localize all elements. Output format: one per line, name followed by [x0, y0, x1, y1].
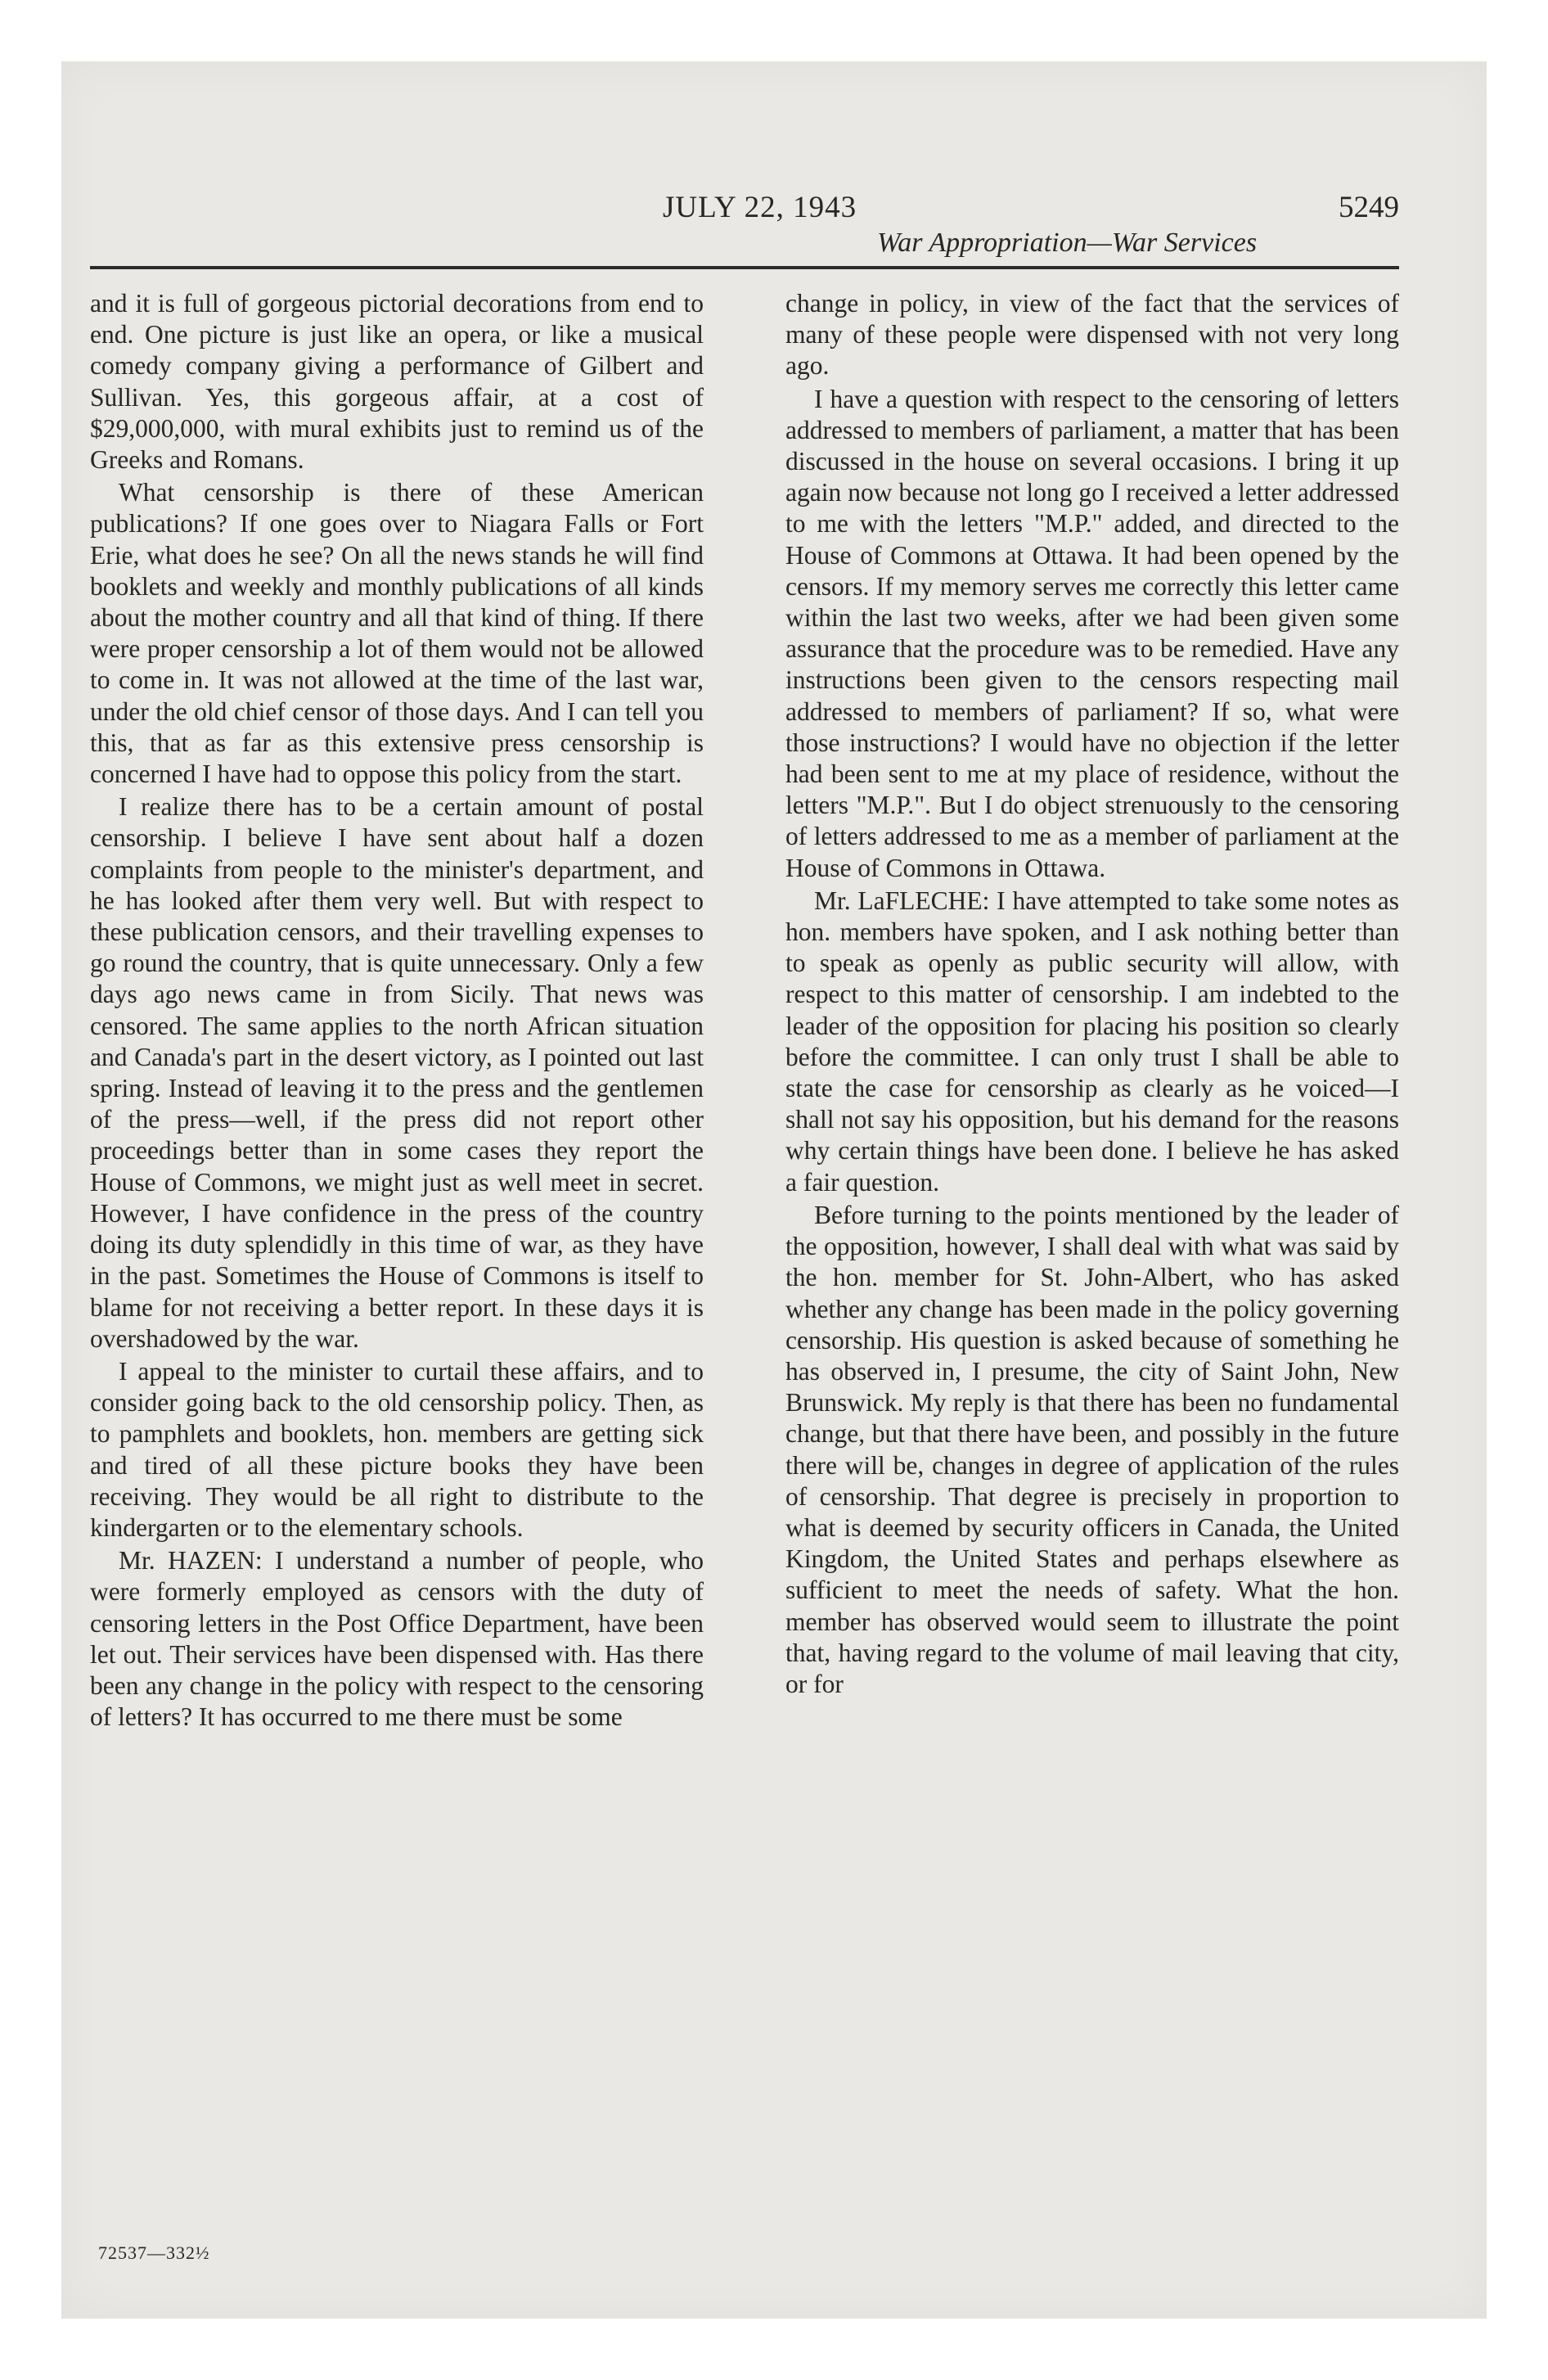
paragraph: I appeal to the minister to curtail these affairs, and to consider going back to the old censorship policy. Then, as to pamphlets and booklets, hon. members are getting sick and tired of all these picture books they have been receiving. They would be all right to distribute to the kindergarten or to the elementary schools.	[90, 1356, 704, 1542]
paragraph: I realize there has to be a certain amount of postal censorship. I believe I have sent about half a dozen complaints from people to the minister's department, and he has looked after them very well. But with respect to these publication censors, and their travelling expenses to go round the country, that is quite unnecessary. Only a few days ago news came in from Sicily. That news was censored. The same applies to the north African situation and Canada's part in the desert victory, as I pointed out last spring. Instead of leaving it to the press and the gentlemen of the press—well, if the press did not report other proceedings better than in some cases they report the House of Commons, we might just as well meet in secret. However, I have confidence in the press of the country doing its duty splendidly in this time of war, as they have in the past. Sometimes the House of Commons is itself to blame for not receiving a better report. In these days it is overshadowed by the war.	[90, 792, 704, 1353]
header-date: JULY 22, 1943	[663, 191, 857, 224]
hansard-page	[90, 147, 1399, 2275]
running-header	[90, 178, 1399, 258]
footer-print-code: 72537—332½	[98, 2243, 210, 2263]
left-column	[90, 288, 704, 1734]
header-subject: War Appropriation—War Services	[877, 228, 1258, 258]
paragraph: Mr. HAZEN: I understand a number of people, who were formerly employed as censors with the duty of censoring letters in the Post Office Department, have been let out. Their services have been dispensed with. Has there been any change in the policy with respect to the censoring of letters? It has occurred to me there must be some	[90, 1546, 704, 1732]
paragraph: change in policy, in view of the fact that the services of many of these people were dispensed with not very long ago.	[785, 289, 1399, 381]
paragraph: Before turning to the points mentioned by the leader of the opposition, however, I shall deal with what was said by the hon. member for St. John-Albert, who has asked whether any change has been made in the policy governing censorship. His question is asked because of something he has observed in, I presume, the city of Saint John, New Brunswick. My reply is that there has been no fundamental change, but that there have been, and possibly in the future there will be, changes in degree of application of the rules of censorship. That degree is precisely in proportion to what is deemed by security officers in Canada, the United Kingdom, the United States and perhaps elsewhere as sufficient to meet the needs of safety. What the hon. member has observed would seem to illustrate the point that, having regard to the volume of mail leaving that city, or for	[785, 1200, 1399, 1698]
header-rule	[90, 266, 1399, 269]
paragraph: What censorship is there of these American publications? If one goes over to Niagara Falls or Fort Erie, what does he see? On all the news stands he will find booklets and weekly and monthly publications of all kinds about the mother country and all that kind of thing. If there were proper censorship a lot of them would not be allowed to come in. It was not allowed at the time of the last war, under the old chief censor of those days. And I can tell you this, that as far as this extensive press censorship is concerned I have had to oppose this policy from the start.	[90, 478, 704, 789]
paragraph: and it is full of gorgeous pictorial decorations from end to end. One picture is just like an opera, or like a musical comedy company giving a performance of Gilbert and Sullivan. Yes, this gorgeous affair, at a cost of $29,000,000, with mural exhibits just to remind us of the Greeks and Romans.	[90, 289, 704, 475]
paragraph: I have a question with respect to the censoring of letters addressed to members of parliament, a matter that has been discussed in the house on several occasions. I bring it up again now because not long go I received a letter addressed to me with the letters "M.P." added, and directed to the House of Commons at Ottawa. It had been opened by the censors. If my memory serves me correctly this letter came within the last two weeks, after we had been given some assurance that the procedure was to be remedied. Have any instructions been given to the censors respecting mail addressed to members of parliament? If so, what were those instructions? I would have no objection if the letter had been sent to me at my place of residence, without the letters "M.P.". But I do object strenuously to the censoring of letters addressed to me as a member of parliament at the House of Commons in Ottawa.	[785, 384, 1399, 882]
paragraph: Mr. LaFLECHE: I have attempted to take some notes as hon. members have spoken, and I ask nothing better than to speak as openly as public security will allow, with respect to this matter of censorship. I am indebted to the leader of the opposition for placing his position so clearly before the committee. I can only trust I shall be able to state the case for censorship as clearly as he voiced—I shall not say his opposition, but his demand for the reasons why certain things have been done. I believe he has asked a fair question.	[785, 886, 1399, 1197]
right-column	[785, 288, 1399, 1702]
page-number: 5249	[1339, 191, 1399, 224]
